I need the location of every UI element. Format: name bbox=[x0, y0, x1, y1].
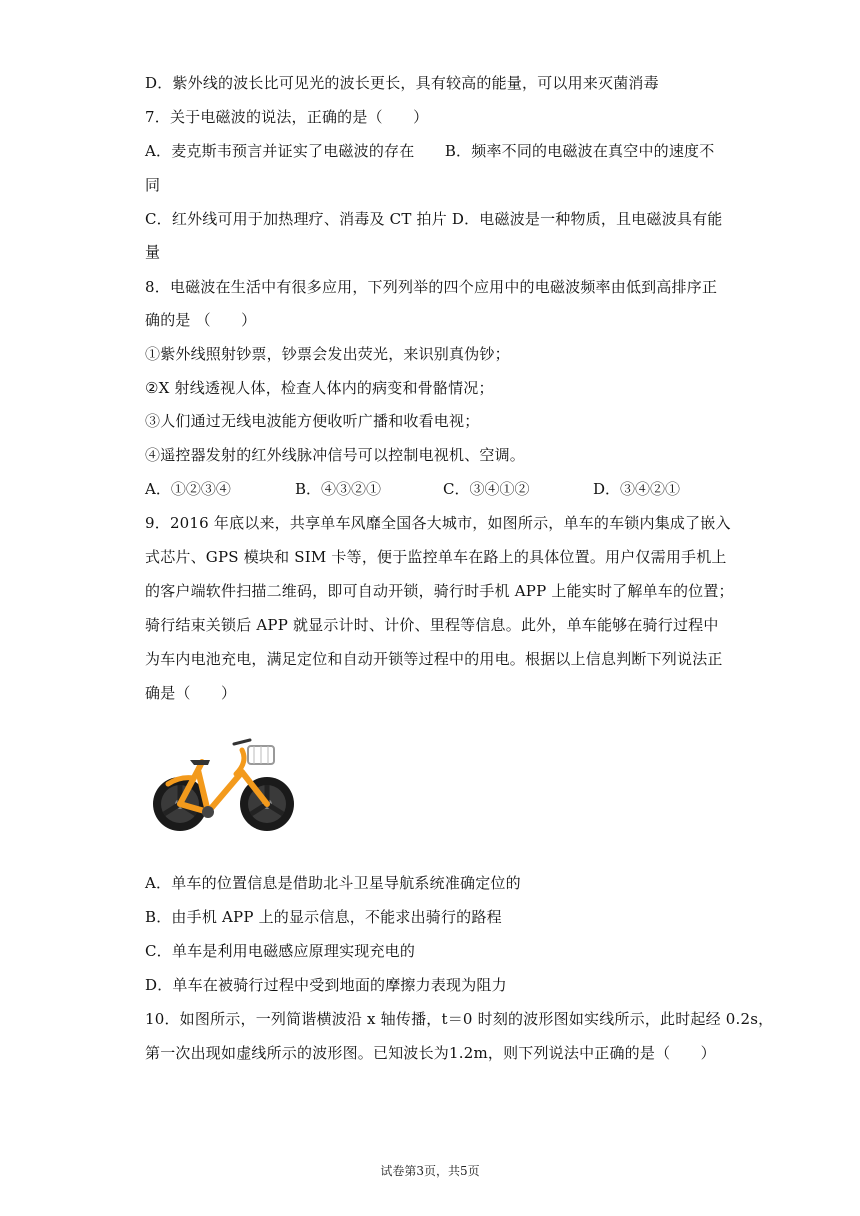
q9-option-b: B．由手机 APP 上的显示信息，不能求出骑行的路程 bbox=[145, 908, 502, 926]
q7-options-cd: C．红外线可用于加热理疗、消毒及 CT 拍片 D．电磁波是一种物质，且电磁波具有能 bbox=[145, 210, 723, 228]
q9-stem-5: 为车内电池充电，满足定位和自动开锁等过程中的用电。根据以上信息判断下列说法正 bbox=[145, 650, 723, 668]
shared-bike-image bbox=[150, 732, 298, 836]
q9-stem-2: 式芯片、GPS 模块和 SIM 卡等，便于监控单车在路上的具体位置。用户仅需用手机上 bbox=[145, 548, 727, 566]
q7-options-ab: A．麦克斯韦预言并证实了电磁波的存在 B．频率不同的电磁波在真空中的速度不 bbox=[145, 142, 715, 160]
q8-stem: 8．电磁波在生活中有很多应用，下列列举的四个应用中的电磁波频率由低到高排序正 bbox=[145, 278, 718, 296]
q8-item-3: ③人们通过无线电波能方便收听广播和收看电视； bbox=[145, 412, 480, 430]
page-footer: 试卷第3页，共5页 bbox=[380, 1164, 480, 1178]
q8-option-d: D．③④②① bbox=[593, 480, 681, 498]
q9-option-d: D．单车在被骑行过程中受到地面的摩擦力表现为阻力 bbox=[145, 976, 507, 994]
q8-option-b: B．④③②① bbox=[295, 480, 382, 498]
q9-stem-3: 的客户端软件扫描二维码，即可自动开锁，骑行时手机 APP 上能实时了解单车的位置； bbox=[145, 582, 734, 600]
q10-stem: 10．如图所示，一列简谐横波沿 x 轴传播，t＝0 时刻的波形图如实线所示，此时起经 0.2s， bbox=[145, 1010, 774, 1028]
q8-stem-cont: 确的是 （ ） bbox=[145, 311, 257, 329]
q9-stem: 9．2016 年底以来，共享单车风靡全国各大城市，如图所示，单车的车锁内集成了嵌入 bbox=[145, 514, 731, 532]
q8-item-1: ①紫外线照射钞票，钞票会发出荧光，来识别真伪钞； bbox=[145, 345, 510, 363]
q7-stem: 7．关于电磁波的说法，正确的是（ ） bbox=[145, 108, 429, 126]
q9-stem-4: 骑行结束关锁后 APP 就显示计时、计价、里程等信息。此外，单车能够在骑行过程中 bbox=[145, 616, 719, 634]
q7-options-ab-cont: 同 bbox=[145, 176, 161, 194]
q8-item-4: ④遥控器发射的红外线脉冲信号可以控制电视机、空调。 bbox=[145, 446, 526, 464]
q9-option-a: A．单车的位置信息是借助北斗卫星导航系统准确定位的 bbox=[145, 874, 521, 892]
q8-option-c: C．③④①② bbox=[443, 480, 530, 498]
q8-option-a: A．①②③④ bbox=[145, 480, 231, 498]
q10-stem-2: 第一次出现如虚线所示的波形图。已知波长为1.2m，则下列说法中正确的是（ ） bbox=[145, 1044, 716, 1062]
q7-options-cd-cont: 量 bbox=[145, 243, 161, 261]
q9-option-c: C．单车是利用电磁感应原理实现充电的 bbox=[145, 942, 416, 960]
q9-stem-6: 确是（ ） bbox=[145, 684, 237, 702]
q8-item-2: ②X 射线透视人体，检查人体内的病变和骨骼情况； bbox=[145, 379, 494, 397]
q6-option-d: D．紫外线的波长比可见光的波长更长，具有较高的能量，可以用来灭菌消毒 bbox=[145, 74, 659, 92]
